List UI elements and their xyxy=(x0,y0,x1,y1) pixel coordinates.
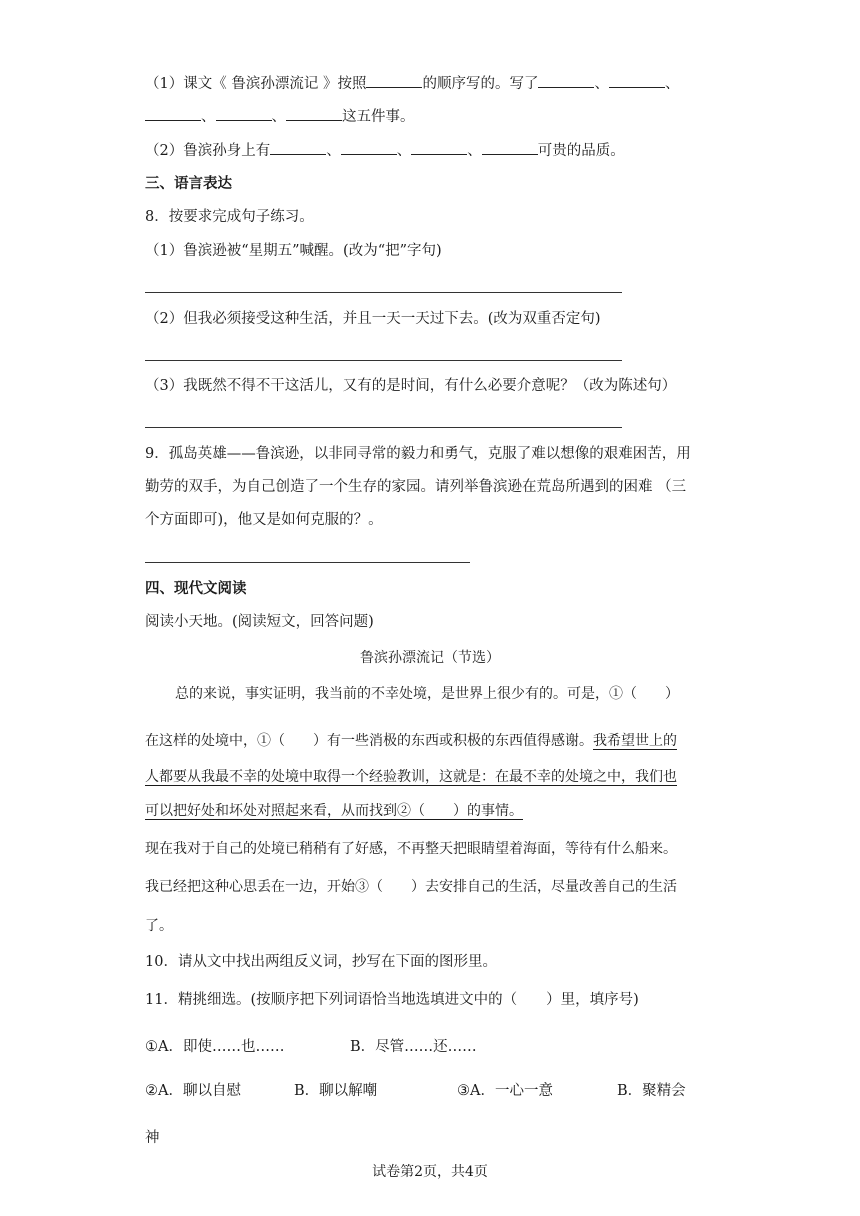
separator: 、 xyxy=(271,109,286,125)
separator: 、 xyxy=(467,143,482,159)
q9-answer-line[interactable] xyxy=(145,562,470,563)
answer-blank[interactable] xyxy=(216,106,272,121)
q8-sentence-2: （2）但我必须接受这种生活，并且一天一天过下去。(改为双重否定句) xyxy=(145,311,601,327)
q8-stem: 8．按要求完成句子练习。 xyxy=(145,209,314,225)
answer-blank[interactable] xyxy=(411,140,467,155)
q7-part1-line2 xyxy=(145,106,415,127)
q10-stem: 10．请从文中找出两组反义词，抄写在下面的图形里。 xyxy=(145,954,497,970)
q8-answer-line-1[interactable] xyxy=(145,292,622,293)
separator: 、 xyxy=(396,143,412,159)
section-heading-4: 四、现代文阅读 xyxy=(145,580,247,597)
answer-blank[interactable] xyxy=(538,73,594,88)
passage-line-7: 了。 xyxy=(145,918,173,934)
answer-blank[interactable] xyxy=(341,140,397,155)
q11-option-3b-wrap: 神 xyxy=(145,1130,160,1146)
q9-line-2: 勤劳的双手，为自己创造了一个生存的家园。请列举鲁滨逊在荒岛所遇到的困难 （三 xyxy=(145,479,687,495)
passage-line-5: 现在我对于自己的处境已稍稍有了好感，不再整天把眼睛望着海面，等待有什么船来。 xyxy=(145,841,677,857)
answer-blank[interactable] xyxy=(270,140,326,155)
q7-part1-text-b: 的顺序写的。写了 xyxy=(422,76,539,92)
page-footer: 试卷第2页，共4页 xyxy=(372,1164,488,1180)
q8-sentence-1: （1）鲁滨逊被“星期五”喊醒。(改为“把”字句) xyxy=(145,243,442,259)
q7-part2 xyxy=(145,140,625,161)
q11-option-1a: ①A．即使……也…… xyxy=(145,1039,285,1055)
underlined-sentence: 我希望世上的 xyxy=(593,733,677,749)
passage-line-2-text: 在这样的处境中，①（ ）有一些消极的东西或积极的东西值得感谢。 xyxy=(145,733,593,749)
passage-line-1: 总的来说，事实证明，我当前的不幸处境，是世界上很少有的。可是，①（ ） xyxy=(175,686,679,702)
separator: 、 xyxy=(201,109,216,125)
separator: 、 xyxy=(594,76,609,92)
q7-part2-text: （2）鲁滨孙身上有 xyxy=(145,143,271,159)
q9-line-1: 9．孤岛英雄——鲁滨逊，以非同寻常的毅力和勇气，克服了难以想像的艰难困苦，用 xyxy=(145,446,691,462)
q7-part2-end: 可贵的品质。 xyxy=(537,143,625,159)
answer-blank[interactable] xyxy=(609,73,665,88)
q7-part1-end: 这五件事。 xyxy=(342,109,415,125)
q11-option-3b: B．聚精会 xyxy=(617,1083,686,1099)
q11-option-2b: B．聊以解嘲 xyxy=(294,1083,378,1099)
answer-blank[interactable] xyxy=(366,73,422,88)
answer-blank[interactable] xyxy=(286,106,342,121)
q11-stem: 11．精挑细选。(按顺序把下列词语恰当地选填进文中的（ ）里，填序号) xyxy=(145,992,639,1008)
q8-answer-line-2[interactable] xyxy=(145,360,622,361)
section-heading-3: 三、语言表达 xyxy=(145,175,232,192)
q11-option-1b: B．尽管……还…… xyxy=(350,1039,477,1055)
passage-title: 鲁滨孙漂流记（节选） xyxy=(360,650,500,666)
q8-sentence-3: （3）我既然不得不干这活儿，又有的是时间，有什么必要介意呢？（改为陈述句） xyxy=(145,378,677,394)
q7-part1-line1 xyxy=(145,73,679,94)
answer-blank[interactable] xyxy=(145,106,201,121)
passage-line-4: 可以把好处和坏处对照起来看，从而找到②（ ）的事情。 xyxy=(145,803,523,819)
q11-option-3a: ③A．一心一意 xyxy=(457,1083,553,1099)
separator: 、 xyxy=(326,143,341,159)
passage-line-3: 人都要从我最不幸的处境中取得一个经验教训，这就是：在最不幸的处境之中，我们也 xyxy=(145,769,677,785)
reading-intro: 阅读小天地。(阅读短文，回答问题) xyxy=(145,614,374,630)
separator: 、 xyxy=(664,76,680,92)
q9-line-3: 个方面即可)，他又是如何克服的？。 xyxy=(145,512,383,528)
answer-blank[interactable] xyxy=(482,140,538,155)
passage-line-2 xyxy=(145,731,677,751)
q11-option-2a: ②A．聊以自慰 xyxy=(145,1083,241,1099)
passage-line-6: 我已经把这种心思丢在一边，开始③（ ）去安排自己的生活，尽量改善自己的生活 xyxy=(145,879,677,895)
q8-answer-line-3[interactable] xyxy=(145,427,622,428)
q7-part1-text-a: （1）课文《 鲁滨孙漂流记 》按照 xyxy=(145,76,367,92)
